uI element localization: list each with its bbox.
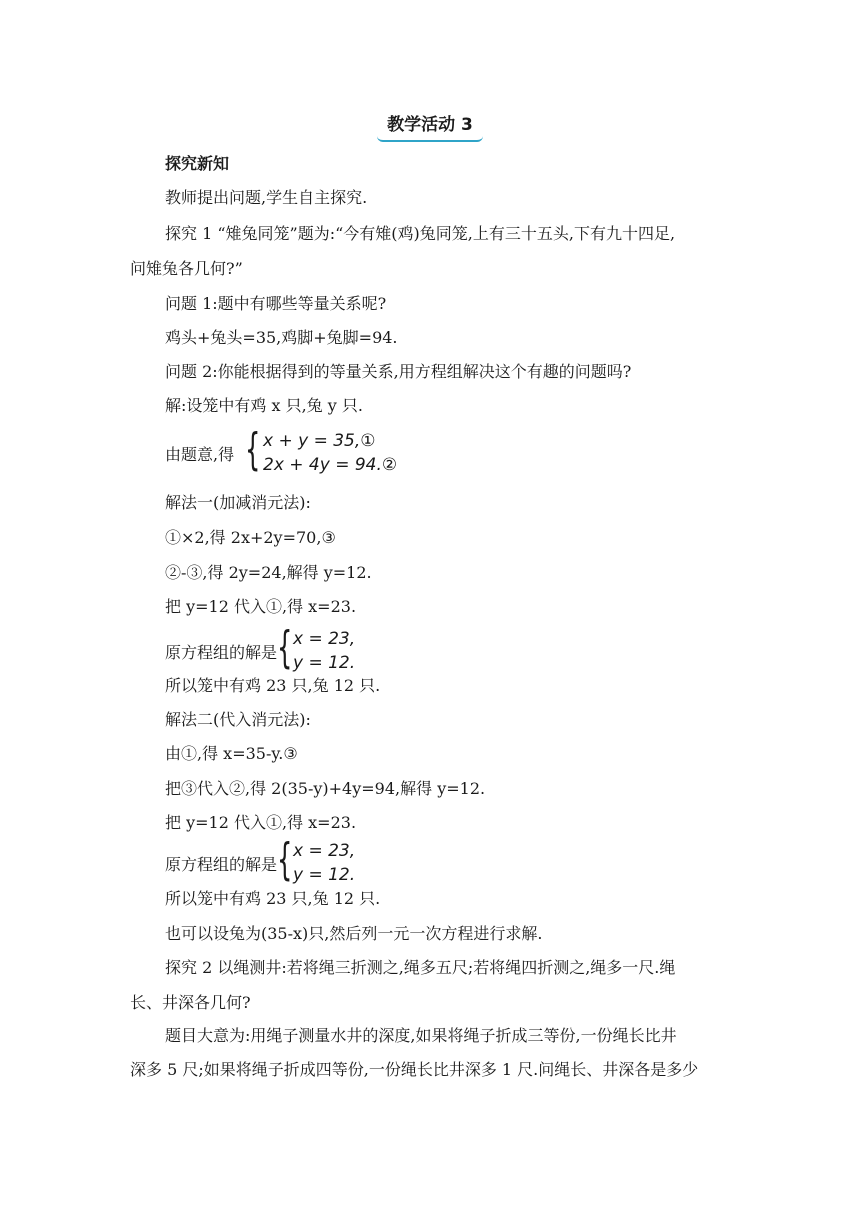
title-container: [0, 110, 860, 139]
explore-2-text: 探究 2 以绳测井:若将绳三折测之,绳多五尺;若将绳四折测之,绳多一尺.绳: [165, 958, 676, 977]
method-2-step-2: 把③代入②,得 2(35-y)+4y=94,解得 y=12.: [165, 779, 486, 798]
page-title-text: 教学活动 3: [387, 115, 473, 135]
method-2-step-3: 把 y=12 代入①,得 x=23.: [165, 813, 357, 832]
method-1-title: 解法一(加减消元法):: [165, 493, 311, 512]
question-1: 问题 1:题中有哪些等量关系呢?: [165, 294, 387, 313]
equal-relation: 鸡头+兔头=35,鸡脚+兔脚=94.: [165, 328, 398, 347]
solution-1-label: 原方程组的解是: [165, 643, 278, 662]
alternative-note: 也可以设兔为(35-x)只,然后列一元一次方程进行求解.: [165, 924, 543, 943]
page-title: [381, 110, 479, 139]
method-1-conclusion: 所以笼中有鸡 23 只,兔 12 只.: [165, 676, 381, 695]
equation-1: x + y = 35,①: [263, 431, 376, 451]
solution-2-x: x = 23,: [293, 841, 356, 861]
paragraph-intro: 教师提出问题,学生自主探究.: [165, 188, 368, 207]
left-brace: {: [277, 622, 293, 673]
solution-1-y: y = 12.: [293, 653, 356, 673]
problem-meaning: 题目大意为:用绳子测量水井的深度,如果将绳子折成三等份,一份绳长比井: [165, 1026, 677, 1045]
system-1-label: 由题意,得: [165, 445, 235, 464]
solution-setup: 解:设笼中有鸡 x 只,兔 y 只.: [165, 396, 363, 415]
left-brace: {: [277, 834, 293, 885]
equation-2: 2x + 4y = 94.②: [263, 455, 398, 475]
explore-1-text: 探究 1 “雉兔同笼”题为:“今有雉(鸡)兔同笼,上有三十五头,下有九十四足,: [165, 224, 676, 243]
method-2-step-1: 由①,得 x=35-y.③: [165, 744, 298, 763]
section-heading: 探究新知: [165, 154, 230, 173]
method-2-conclusion: 所以笼中有鸡 23 只,兔 12 只.: [165, 889, 381, 908]
solution-1-x: x = 23,: [293, 629, 356, 649]
solution-2-y: y = 12.: [293, 865, 356, 885]
method-1-step-1: ①×2,得 2x+2y=70,③: [165, 528, 336, 547]
problem-meaning-cont: 深多 5 尺;如果将绳子折成四等份,一份绳长比井深多 1 尺.问绳长、井深各是多少: [130, 1060, 699, 1079]
method-1-step-3: 把 y=12 代入①,得 x=23.: [165, 597, 357, 616]
title-underline: [377, 136, 483, 142]
solution-2-label: 原方程组的解是: [165, 855, 278, 874]
method-1-step-2: ②-③,得 2y=24,解得 y=12.: [165, 563, 372, 582]
explore-2-text-cont: 长、井深各几何?: [130, 993, 251, 1012]
explore-1-text-cont: 问雉兔各几何?”: [130, 259, 243, 278]
question-2: 问题 2:你能根据得到的等量关系,用方程组解决这个有趣的问题吗?: [165, 362, 632, 381]
left-brace: {: [245, 424, 261, 475]
method-2-title: 解法二(代入消元法):: [165, 710, 311, 729]
